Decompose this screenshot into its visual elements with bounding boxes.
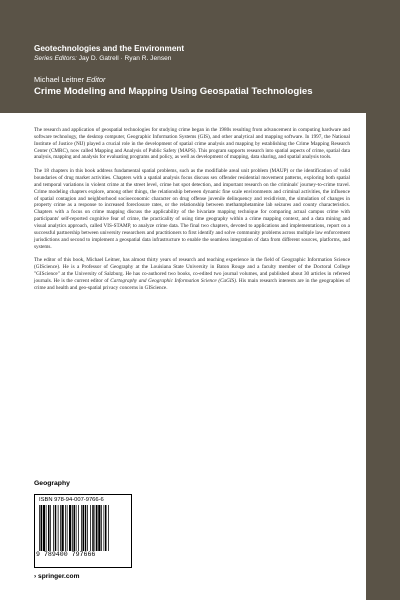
bio-text-a: The editor of this book, Michael Leitner, has almost thirty years of research and teaching experience in the field of Geographic Information Science (GIScience). He is a Professor of Geography at the Louisiana State University in Baton Rouge and a faculty member of the Doctoral College "GIScience" at the University of Salzburg. He has co-authored two books, co-edited two journal volumes, and published about 30 articles in refereed journals. He is the current editor of: [34, 257, 350, 284]
blurb-paragraph-2: The 18 chapters in this book address fundamental spatial problems, such as the modifiable areal unit problem (MAUP) or the identification of valid boundaries of drug market activities. Chapters with a spatial analysis focus discuss sex offender residential movement patterns, exploring both spatial and temporal variations in violent crime at the street level, crime hot spot detection, and important research on the criminals' journey-to-crime travel. Crime modeling chapters explore, among other things, the relationship between dynamic fine scale environments and criminal activities, the influence of spatial contagion and neighborhood socioeconomic character on drug offense juvenile delinquency and recidivism, the simulation of changes in property crime as a response to increased foreclosure rates, or the relationship between methamphetamine lab seizures and county characteristics. Chapters with a focus on crime mapping discuss the applicability of the bivariate mapping technique for comparing actual campus crime with participants' self-reported cognitive fear of crime, the practicality of using time geography within a crime mapping context, and a data mining and visual analytics approach, called VIS-STAMP, to analyze crime data. The final two chapters, devoted to applications and implementations, report on a successful partnership between university researchers and practitioners to first identify and solve community problems across multiple law enforcement jurisdictions and second to implement a geospatial data infrastructure to enable the seamless integration of data from different sources, platforms, and systems.: [34, 168, 350, 250]
spine-strip: [366, 0, 400, 600]
blurb-paragraph-3: [34, 257, 350, 291]
bio-text-b: . His main research interests are in the geographies of crime and health and geo-spatial privacy concerns in GIScience.: [34, 277, 351, 291]
subject-label: Geography: [34, 480, 70, 487]
isbn-digits: 9 789400 797666: [36, 551, 96, 558]
publisher-url: › springer.com: [34, 573, 80, 580]
editor-role: Editor: [86, 75, 106, 84]
isbn-label: ISBN 978-94-007-9766-6: [39, 497, 104, 503]
header: [34, 44, 354, 98]
journal-title: Cartography and Geographic Information Science (CaGIS): [110, 277, 236, 284]
series-title: Geotechnologies and the Environment: [34, 44, 185, 53]
series-editors: [34, 54, 354, 63]
blurb-paragraph-1: The research and application of geospatial technologies for studying crime began in the 1980s resulting from advancement in computing hardware and software technology, the desktop computer, Geographic Information Systems (GIS), and other analytical and mapping software. In 1997, the National Institute of Justice (NIJ) played a crucial role in the development of spatial crime analysis and mapping by establishing the Crime Mapping Research Center (CMRC), now called Mapping and Analysis of Public Safety (MAPS). This program supports research into spatial aspects of crime, spatial data analysis, mapping and analysis for evaluating programs and policy, as well as development of mapping, data sharing, and spatial analysis tools.: [34, 127, 350, 161]
barcode-icon: [39, 505, 127, 551]
book-title: Crime Modeling and Mapping Using Geospatial Technologies: [34, 86, 313, 97]
series-editors-label: Series Editors:: [34, 55, 77, 62]
blurb: [34, 127, 350, 299]
series-editors-names: Jay D. Gatrell · Ryan R. Jensen: [78, 55, 172, 62]
editor-name: Michael Leitner: [34, 75, 85, 84]
book-editor: [34, 75, 354, 84]
barcode-block: [34, 494, 132, 568]
